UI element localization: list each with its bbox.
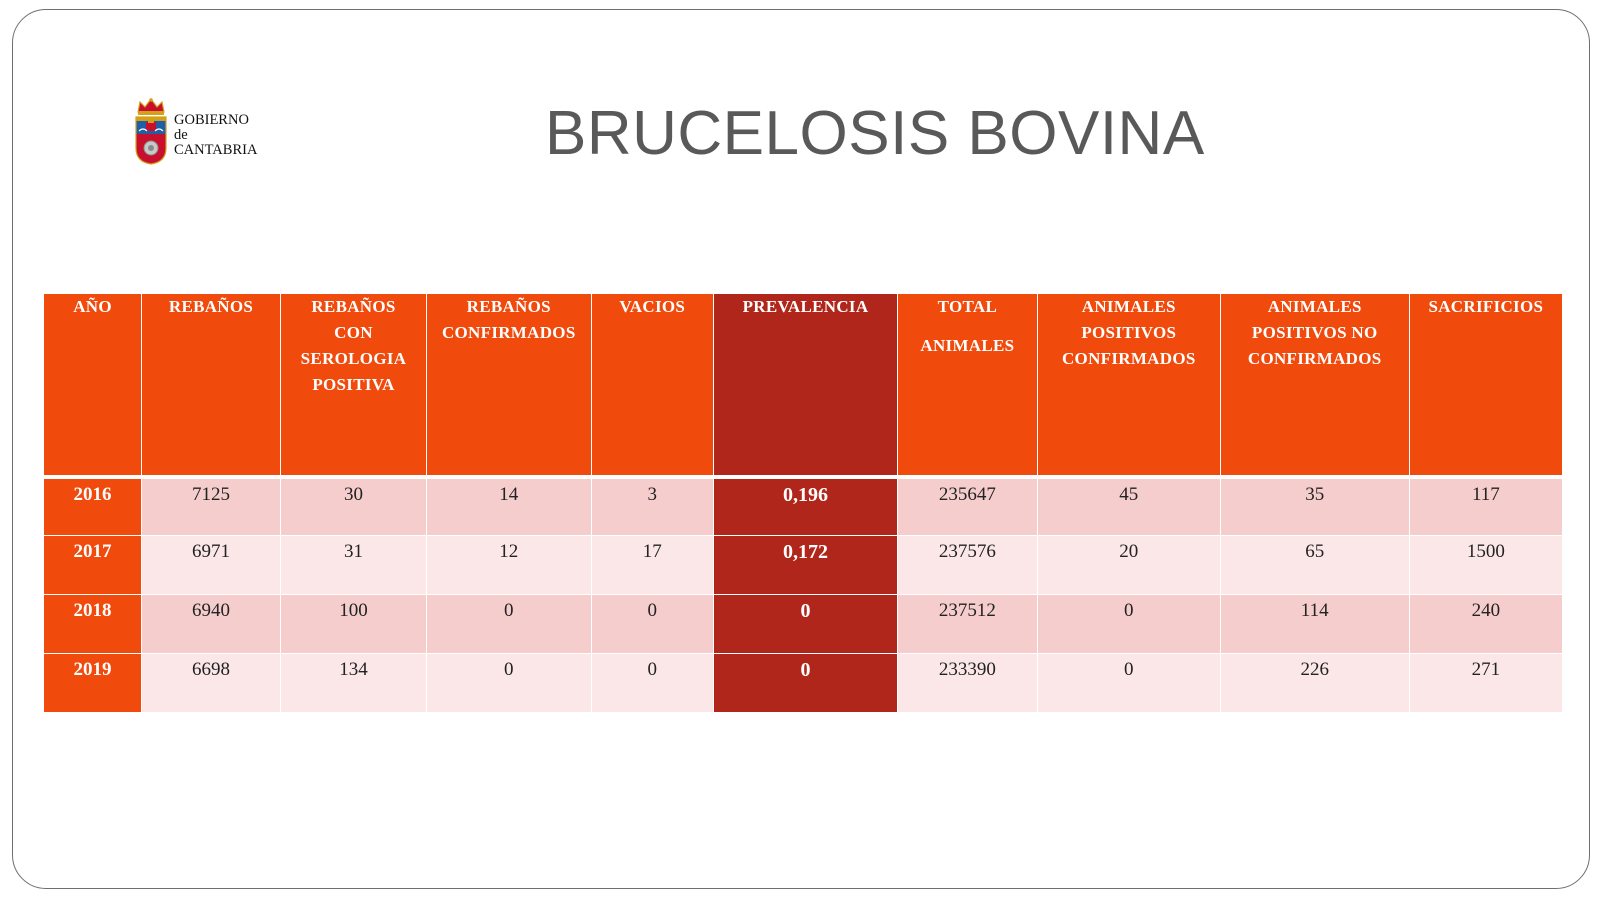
page-title: BRUCELOSIS BOVINA [545,99,1205,168]
header-sacrificios: SACRIFICIOS [1409,294,1562,477]
cell-total-animales: 237576 [897,536,1037,595]
cell-positivos-no-confirmados: 114 [1220,595,1409,654]
cell-rebanos-confirmados: 0 [427,595,591,654]
gobierno-cantabria-logo [134,98,257,166]
cell-serologia-positiva: 134 [280,654,426,713]
header-prevalencia: PREVALENCIA [714,294,898,477]
cell-year: 2019 [44,654,142,713]
header-animales-positivos-no-confirmados: ANIMALES POSITIVOS NO CONFIRMADOS [1220,294,1409,477]
logo-text-line3: CANTABRIA [174,141,258,158]
header-ano: AÑO [44,294,142,477]
cell-rebanos: 6971 [142,536,281,595]
cell-positivos-confirmados: 20 [1037,536,1220,595]
header-rebanos-confirmados: REBAÑOS CONFIRMADOS [427,294,591,477]
cell-total-animales: 237512 [897,595,1037,654]
cell-year: 2016 [44,477,142,536]
table-row-2016 [44,477,1563,536]
cell-positivos-no-confirmados: 65 [1220,536,1409,595]
cell-vacios: 17 [591,536,714,595]
cell-year: 2018 [44,595,142,654]
header-rebanos-serologia-positiva: REBAÑOS CON SEROLOGIA POSITIVA [280,294,426,477]
cell-positivos-confirmados: 0 [1037,595,1220,654]
table-row-2019 [44,654,1563,713]
cell-vacios: 0 [591,595,714,654]
cell-vacios: 3 [591,477,714,536]
header-rebanos: REBAÑOS [142,294,281,477]
table-header-row [44,294,1563,477]
cell-sacrificios: 117 [1409,477,1562,536]
table-row-2018 [44,595,1563,654]
cell-rebanos-confirmados: 0 [427,654,591,713]
logo-text-line1: GOBIERNO [174,111,249,128]
cell-prevalencia: 0,172 [714,536,898,595]
cell-rebanos: 7125 [142,477,281,536]
cantabria-coat-of-arms-icon [134,98,168,166]
cell-positivos-no-confirmados: 226 [1220,654,1409,713]
cell-rebanos: 6698 [142,654,281,713]
cell-rebanos-confirmados: 14 [427,477,591,536]
cell-prevalencia: 0 [714,595,898,654]
logo-text-line2: de [174,126,188,143]
cell-prevalencia: 0 [714,654,898,713]
cell-serologia-positiva: 30 [280,477,426,536]
cell-positivos-confirmados: 0 [1037,654,1220,713]
header-total-animales: TOTAL ANIMALES [897,294,1037,477]
cell-sacrificios: 271 [1409,654,1562,713]
cell-serologia-positiva: 31 [280,536,426,595]
cell-year: 2017 [44,536,142,595]
cell-vacios: 0 [591,654,714,713]
cell-sacrificios: 240 [1409,595,1562,654]
cell-prevalencia: 0,196 [714,477,898,536]
header-animales-positivos-confirmados: ANIMALES POSITIVOS CONFIRMADOS [1037,294,1220,477]
cell-total-animales: 233390 [897,654,1037,713]
header-vacios: VACIOS [591,294,714,477]
table-row-2017 [44,536,1563,595]
cell-sacrificios: 1500 [1409,536,1562,595]
cell-total-animales: 235647 [897,477,1037,536]
cell-positivos-confirmados: 45 [1037,477,1220,536]
cell-positivos-no-confirmados: 35 [1220,477,1409,536]
cell-rebanos: 6940 [142,595,281,654]
cell-rebanos-confirmados: 12 [427,536,591,595]
brucelosis-data-table [43,293,1563,713]
cell-serologia-positiva: 100 [280,595,426,654]
